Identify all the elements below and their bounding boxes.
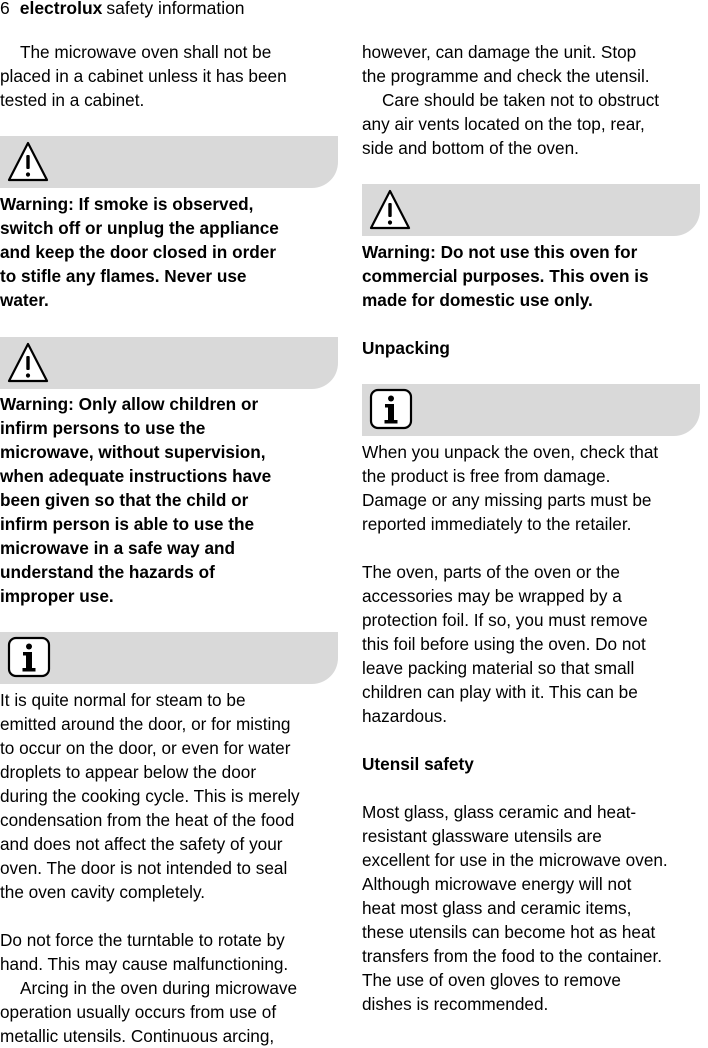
text-line: droplets to appear below the door [0,762,257,782]
text-line: resistant glassware utensils are [362,826,602,846]
text-line: to stifle any flames. Never use [0,266,247,286]
unpack-info [362,440,708,536]
smoke-warning [0,192,345,312]
utensil-safety-heading: Utensil safety [362,754,474,774]
text-line: hand. This may cause malfunctioning. [0,954,289,974]
warning-triangle-icon [6,140,50,184]
text-line: infirm persons to use the [0,418,206,438]
text-line: excellent for use in the microwave oven. [362,850,668,870]
info-icon [6,636,54,680]
page-header [0,0,245,20]
text-line: side and bottom of the oven. [362,138,579,158]
info-icon [368,388,416,432]
text-line: Care should be taken not to obstruct [382,90,660,110]
text-line: been given so that the child or [0,490,249,510]
text-line: Warning: If smoke is observed, [0,194,254,214]
text-line: Damage or any missing parts must be [362,490,652,510]
text-line: Warning: Do not use this oven for [362,242,638,262]
text-line: It is quite normal for steam to be [0,690,246,710]
text-line: The use of oven gloves to remove [362,970,621,990]
text-line: Warning: Only allow children or [0,394,259,414]
text-line: switch off or unplug the appliance [0,218,279,238]
text-line: this foil before using the oven. Do not [362,634,646,654]
text-line: leave packing material so that small [362,658,635,678]
section-title: safety information [106,0,245,18]
text-line: The oven, parts of the oven or the [362,562,620,582]
text-line: microwave in a safe way and [0,538,236,558]
text-line: infirm person is able to use the [0,514,255,534]
warning-banner [0,136,338,188]
unpacking-heading: Unpacking [362,338,450,358]
text-line: transfers from the food to the container. [362,946,662,966]
info-banner [362,384,700,436]
text-line: these utensils can become hot as heat [362,922,656,942]
text-line: operation usually occurs from use of [0,1002,277,1022]
text-line: hazardous. [362,706,448,726]
text-line: heat most glass and ceramic items, [362,898,632,918]
text-line: improper use. [0,586,114,606]
info-banner [0,632,338,684]
warning-triangle-icon [368,188,412,232]
cabinet-paragraph [0,40,345,112]
text-line: the oven cavity completely. [0,882,206,902]
text-line: dishes is recommended. [362,994,549,1014]
text-line: and does not affect the safety of your [0,834,283,854]
text-line: metallic utensils. Continuous arcing, [0,1026,275,1046]
text-line: reported immediately to the retailer. [362,514,632,534]
text-line: The microwave oven shall not be [20,42,272,62]
warning-triangle-icon [6,341,50,385]
text-line: oven. The door is not intended to seal [0,858,288,878]
text-line: condensation from the heat of the food [0,810,295,830]
text-line: microwave, without supervision, [0,442,266,462]
air-vents-paragraph [362,88,708,160]
text-line: and keep the door closed in order [0,242,277,262]
text-line: accessories may be wrapped by a [362,586,622,606]
text-line: tested in a cabinet. [0,90,145,110]
text-line: Do not force the turntable to rotate by [0,930,285,950]
arcing-paragraph [0,976,345,1048]
text-line: understand the hazards of [0,562,215,582]
text-line: Arcing in the oven during microwave [20,978,298,998]
text-line: any air vents located on the top, rear, [362,114,645,134]
children-warning [0,392,345,608]
text-line: the programme and check the utensil. [362,66,650,86]
brand-name: electrolux [19,0,103,18]
protection-foil-paragraph [362,560,708,728]
arcing-continued [362,40,708,88]
text-line: emitted around the door, or for misting [0,714,291,734]
utensil-paragraph [362,800,708,1016]
text-line: during the cooking cycle. This is merely [0,786,300,806]
text-line: to occur on the door, or even for water [0,738,291,758]
text-line: Most glass, glass ceramic and heat- [362,802,637,822]
text-line: When you unpack the oven, check that [362,442,659,462]
text-line: placed in a cabinet unless it has been [0,66,287,86]
text-line: the product is free from damage. [362,466,611,486]
text-line: children can play with it. This can be [362,682,638,702]
page-number: 6 [0,0,10,18]
text-line: Although microwave energy will not [362,874,632,894]
warning-banner [362,184,700,236]
commercial-use-warning [362,240,708,312]
text-line: made for domestic use only. [362,290,593,310]
text-line: however, can damage the unit. Stop [362,42,637,62]
text-line: commercial purposes. This oven is [362,266,649,286]
warning-banner [0,337,338,389]
steam-info [0,688,345,904]
turntable-paragraph [0,928,345,976]
text-line: protection foil. If so, you must remove [362,610,648,630]
text-line: water. [0,290,49,310]
text-line: when adequate instructions have [0,466,272,486]
